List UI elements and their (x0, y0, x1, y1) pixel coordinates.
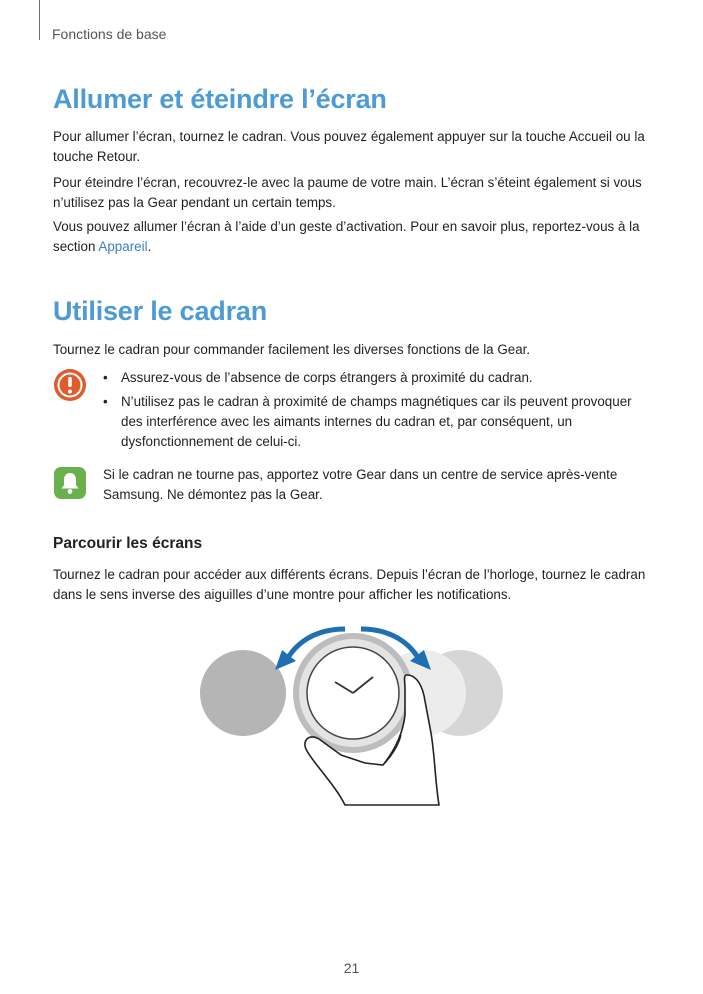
subsection-title: Parcourir les écrans (53, 535, 203, 552)
chapter-header: Fonctions de base (52, 26, 167, 42)
paragraph-turn-on: Pour allumer l’écran, tournez le cadran. Vous pouvez également appuyer sur la touche Accueil ou la touche Retour. (53, 129, 645, 164)
appareil-link[interactable]: Appareil (98, 239, 148, 254)
caution-icon (53, 368, 87, 402)
previous-screen-circle (200, 650, 286, 736)
caution-list (103, 368, 653, 456)
page-number: 21 (343, 960, 360, 976)
section-title-bezel: Utiliser le cadran (53, 296, 267, 326)
bullet-marker: • (103, 394, 108, 409)
caution-text: Assurez-vous de l’absence de corps étrangers à proximité du cadran. (121, 370, 533, 385)
notice-icon (53, 466, 87, 500)
list-item (103, 392, 653, 452)
paragraph-browse-screens: Tournez le cadran pour accéder aux différents écrans. Depuis l’écran de l’horloge, tournez le cadran dans le sens inverse des aiguilles d’une montre pour afficher les notifications. (53, 567, 646, 602)
paragraph-bezel-intro: Tournez le cadran pour commander facilement les diverses fonctions de la Gear. (53, 342, 531, 357)
paragraph-turn-off: Pour éteindre l’écran, recouvrez-le avec la paume de votre main. L’écran s’éteint également si vous n’utilisez pas la Gear pendant un certain temps. (53, 175, 642, 210)
bullet-marker: • (103, 370, 108, 385)
list-item (103, 368, 653, 388)
section-title-screen-on-off: Allumer et éteindre l’écran (53, 84, 387, 114)
caution-text: N’utilisez pas le cadran à proximité de champs magnétiques car ils peuvent provoquer des interférence avec les aimants internes du cadran et, par conséquent, un dysfonctionnement de celui-ci. (121, 394, 632, 449)
paragraph-wake-gesture-end: . (147, 239, 152, 254)
paragraph-wake-gesture (53, 217, 653, 257)
paragraph-wake-gesture-text: Vous pouvez allumer l’écran à l’aide d’un geste d’activation. Pour en savoir plus, reportez-vous à la section (53, 219, 640, 254)
notice-text: Si le cadran ne tourne pas, apportez votre Gear dans un centre de service après-vente Samsung. Ne démontez pas la Gear. (103, 467, 618, 502)
header-rule (39, 0, 40, 40)
bezel-rotation-illustration (195, 615, 510, 810)
